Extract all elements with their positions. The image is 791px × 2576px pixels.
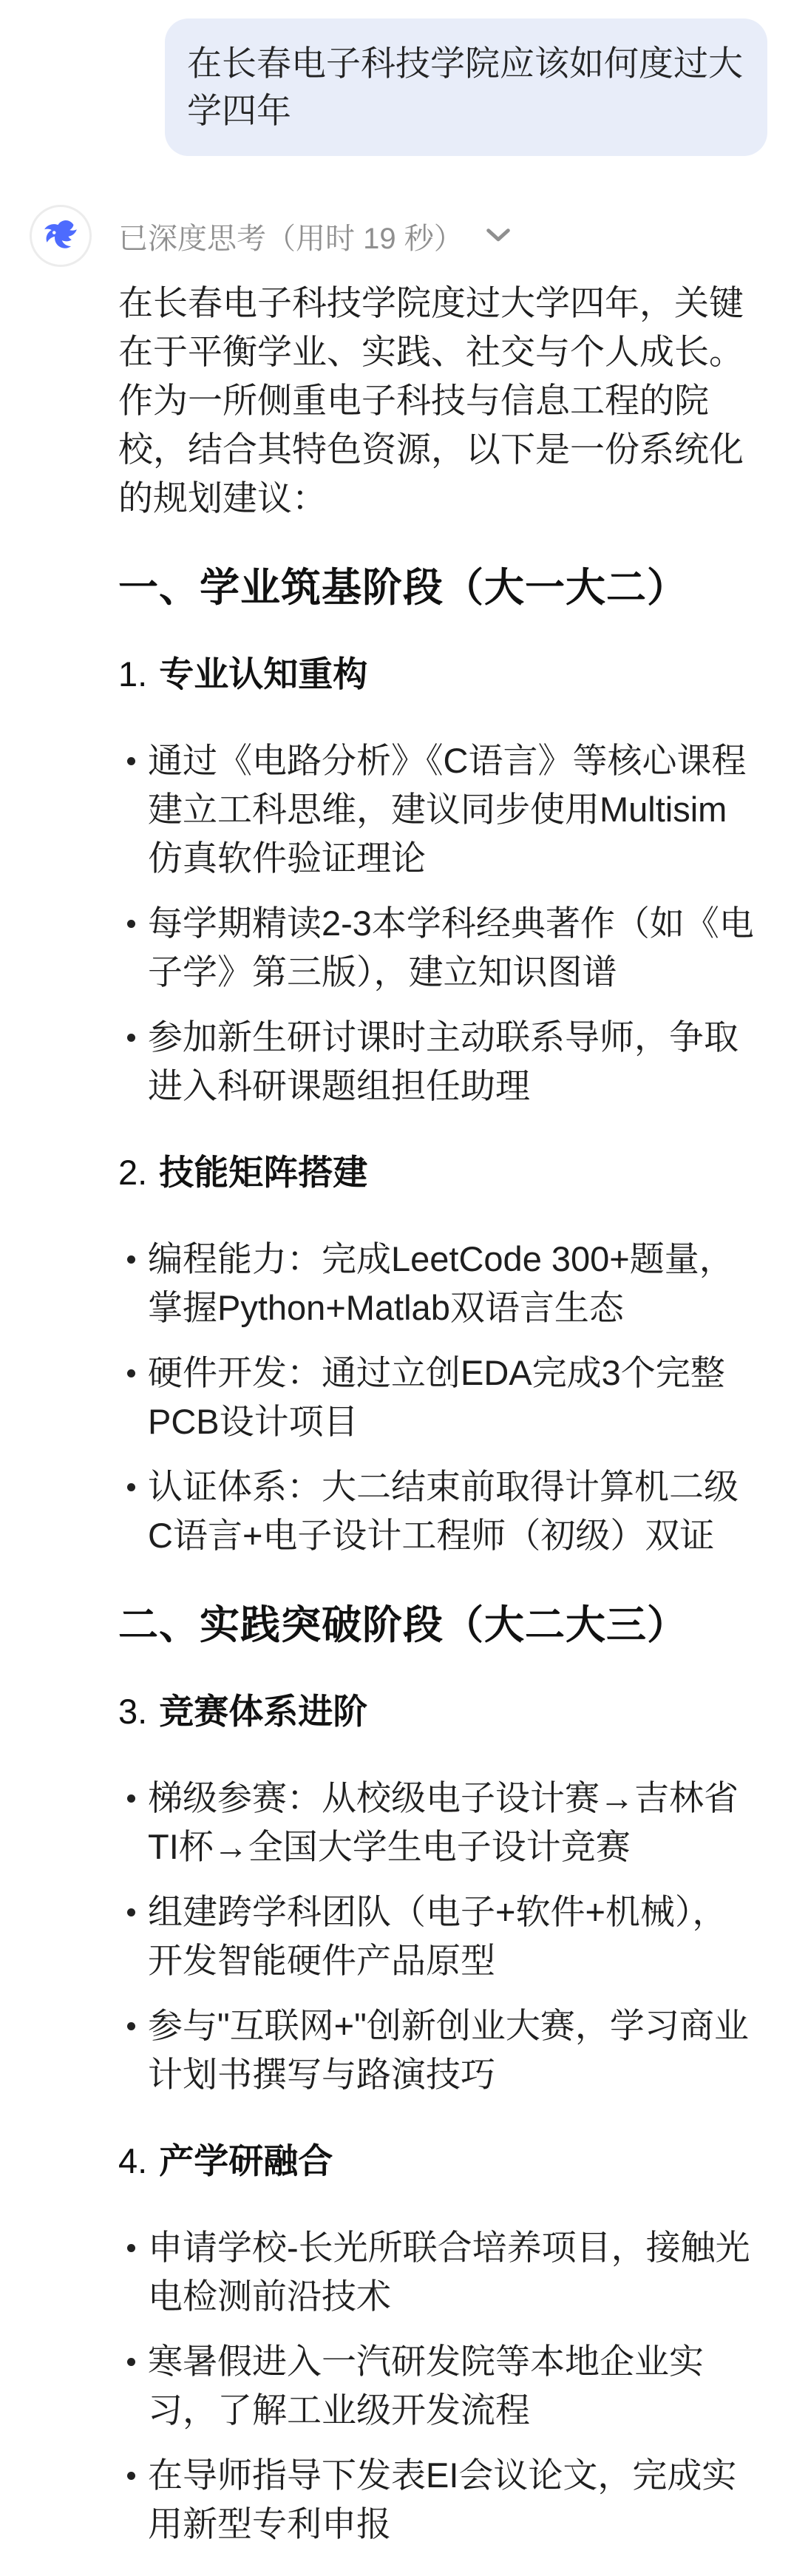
bullet-list [118,1774,754,2099]
list-item: 每学期精读2-3本学科经典著作（如《电子学》第三版），建立知识图谱 [118,899,754,997]
subsection-number: 3. [118,1692,148,1731]
list-item: 梯级参赛：从校级电子设计赛→吉林省TI杯→全国大学生电子设计竞赛 [118,1774,754,1871]
bullet-icon [127,1908,135,1916]
list-item: 寒暑假进入一汽研发院等本地企业实习，了解工业级开发流程 [118,2337,754,2435]
bullet-icon [127,757,135,765]
bullet-icon [127,1034,135,1042]
list-item: 在导师指导下发表EI会议论文，完成实用新型专利申报 [118,2451,754,2549]
assistant-response [118,279,754,2549]
bullet-list [118,736,754,1111]
user-message-text: 在长春电子科技学院应该如何度过大学四年 [187,44,743,130]
avatar [30,205,92,267]
assistant-header [30,205,791,267]
list-item: 参与"互联网+"创新创业大赛，学习商业计划书撰写与路演技巧 [118,2002,754,2099]
chevron-down-icon [486,228,511,244]
list-item: 编程能力：完成LeetCode 300+题量，掌握Python+Matlab双语言生态 [118,1235,754,1332]
subsection-title: 专业认知重构 [159,654,368,694]
bullet-icon [127,2358,135,2366]
list-item: 参加新生研讨课时主动联系导师，争取进入科研课题组担任助理 [118,1013,754,1111]
subsection-heading-2 [118,1149,754,1196]
section-heading-2: 二、实践突破阶段（大二大三） [118,1603,688,1647]
subsection-heading-4 [118,2138,754,2185]
subsection-number: 1. [118,654,148,694]
bullet-icon [127,1483,135,1491]
thinking-toggle[interactable] [118,215,511,257]
bullet-icon [127,2472,135,2480]
user-message-row [0,0,791,156]
subsection-number: 2. [118,1153,148,1192]
bullet-icon [127,920,135,928]
list-item: 组建跨学科团队（电子+软件+机械），开发智能硬件产品原型 [118,1888,754,1985]
subsection-number: 4. [118,2141,148,2180]
bullet-icon [127,1369,135,1377]
bullet-icon [127,2022,135,2030]
list-item: 认证体系：大二结束前取得计算机二级C语言+电子设计工程师（初级）双证 [118,1462,754,1560]
bullet-icon [127,1794,135,1803]
bullet-icon [127,1255,135,1264]
list-item: 硬件开发：通过立创EDA完成3个完整PCB设计项目 [118,1349,754,1446]
subsection-title: 竞赛体系进阶 [159,1692,368,1731]
list-item: 通过《电路分析》《C语言》等核心课程建立工科思维，建议同步使用Multisim仿真软件验证理论 [118,736,754,883]
deepseek-whale-icon [40,215,81,257]
bullet-list [118,2223,754,2549]
thinking-toggle-label: 已深度思考（用时 19 秒） [118,222,464,255]
intro-paragraph: 在长春电子科技学院度过大学四年，关键在于平衡学业、实践、社交与个人成长。作为一所侧重电子科技与信息工程的院校，结合其特色资源，以下是一份系统化的规划建议： [118,283,744,518]
subsection-heading-3 [118,1688,754,1735]
bullet-icon [127,2244,135,2252]
subsection-title: 产学研融合 [159,2141,333,2180]
subsection-heading-1 [118,651,754,698]
section-heading-1: 一、学业筑基阶段（大一大二） [118,566,688,610]
list-item: 申请学校-长光所联合培养项目，接触光电检测前沿技术 [118,2223,754,2321]
subsection-title: 技能矩阵搭建 [159,1153,368,1192]
bullet-list [118,1235,754,1560]
user-message-bubble [165,18,767,156]
